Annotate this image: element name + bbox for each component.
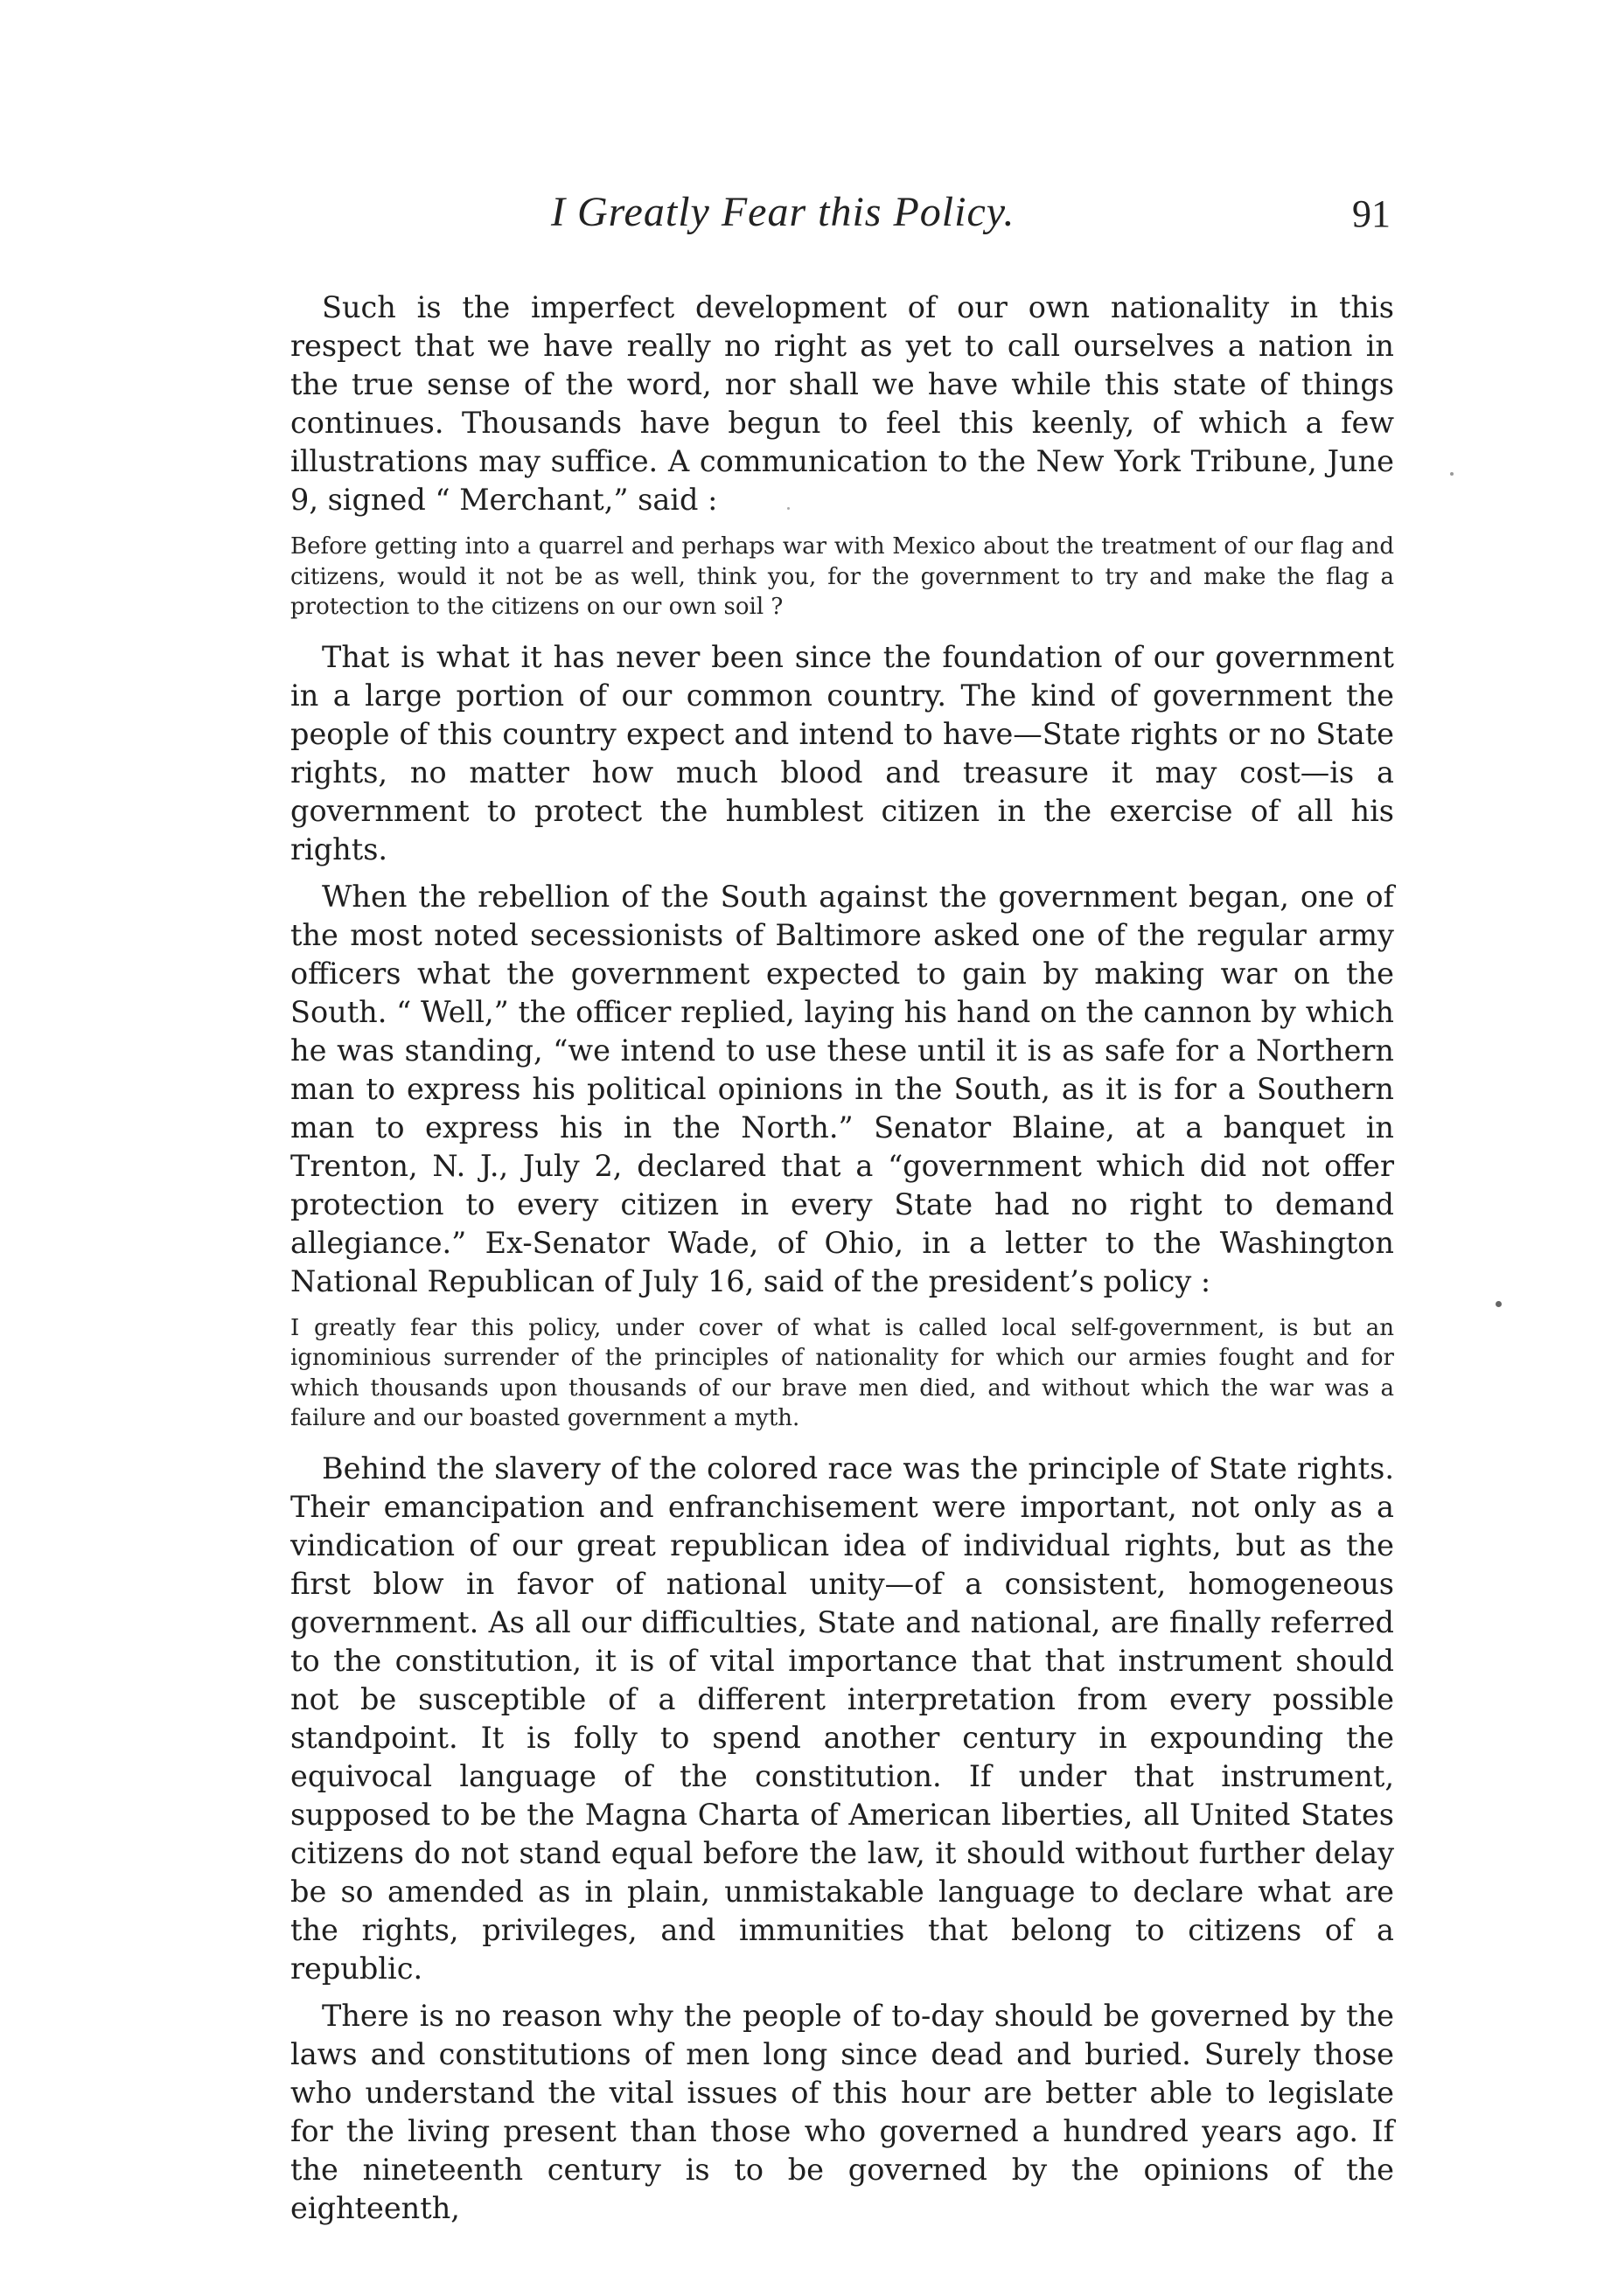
paragraph-5: There is no reason why the people of to-day should be governed by the laws and constitutions of men long since dead and buried. Surely those who understand the vital issues of this hour are better able to legislate for the living present than those who governed a hundred years ago. If the nineteenth century is to be governed by the opinions of the eighteenth, (290, 1998, 1394, 2225)
paragraph-4: Behind the slavery of the colored race was the principle of State rights. Their emancipation and enfranchisement were important, not only as a vindication of our great republican idea of individual rights, but as the first blow in favor of national unity—of a consistent, homogeneous government. As all our difficulties, State and national, are finally referred to the constitution, it is of vital importance that that instrument should not be susceptible of a different interpretation from every possible standpoint. It is folly to spend another century in expounding the equivocal language of the constitution. If under that instrument, supposed to be the Magna Charta of American liberties, all United States citizens do not stand equal before the law, it should without further delay be so amended as in plain, unmistakable language to declare what are the rights, privileges, and immunities that belong to citizens of a republic. (290, 1451, 1394, 1986)
page-number: 91 (1352, 192, 1391, 235)
paragraph-1: Such is the imperfect development of our own nationality in this respect that we have really no right as yet to call ourselves a nation in the true sense of the word, nor shall we have while this state of things continues. Thousands have begun to feel this keenly, of which a few illustrations may suffice. A communication to the New York Tribune, June 9, signed “ Merchant,” said : (290, 290, 1394, 517)
body-text (290, 289, 1394, 2228)
paper-speck (1496, 1301, 1502, 1307)
paper-speck (787, 507, 790, 510)
paragraph-3: When the rebellion of the South against the government began, one of the most noted secessionists of Baltimore asked one of the regular army officers what the government expected to gain by making war on the South. “ Well,” the officer replied, laying his hand on the cannon by which he was standing, “we intend to use these until it is as safe for a Northern man to express his political opinions in the South, as it is for a Southern man to express his in the North.” Senator Blaine, at a banquet in Trenton, N. J., July 2, declared that a “government which did not offer protection to every citizen in every State had no right to demand allegiance.” Ex-Senator Wade, of Ohio, in a letter to the Washington National Republican of July 16, said of the president’s policy : (290, 879, 1394, 1298)
paragraph-2: That is what it has never been since the foundation of our government in a large portion of our common country. The kind of government the people of this country expect and intend to have—State rights or no State rights, no matter how much blood and treasure it may cost—is a government to protect the humblest citizen in the exercise of all his rights. (290, 639, 1394, 866)
block-quote-merchant: Before getting into a quarrel and perhaps war with Mexico about the treatment of our flag and citizens, would it not be as well, think you, for the government to try and make the flag a protection to the citizens on our own soil ? (290, 533, 1394, 620)
running-title: I Greatly Fear this Policy. (551, 189, 1015, 235)
paper-speck (1450, 472, 1454, 476)
block-quote-wade: I greatly fear this policy, under cover of what is called local self-government, is but an ignominious surrender of the principles of nationality for which our armies fought and for which thousands upon thousands of our brave men died, and without which the war was a failure and our boasted government a myth. (290, 1314, 1394, 1431)
page-header (289, 188, 1391, 249)
